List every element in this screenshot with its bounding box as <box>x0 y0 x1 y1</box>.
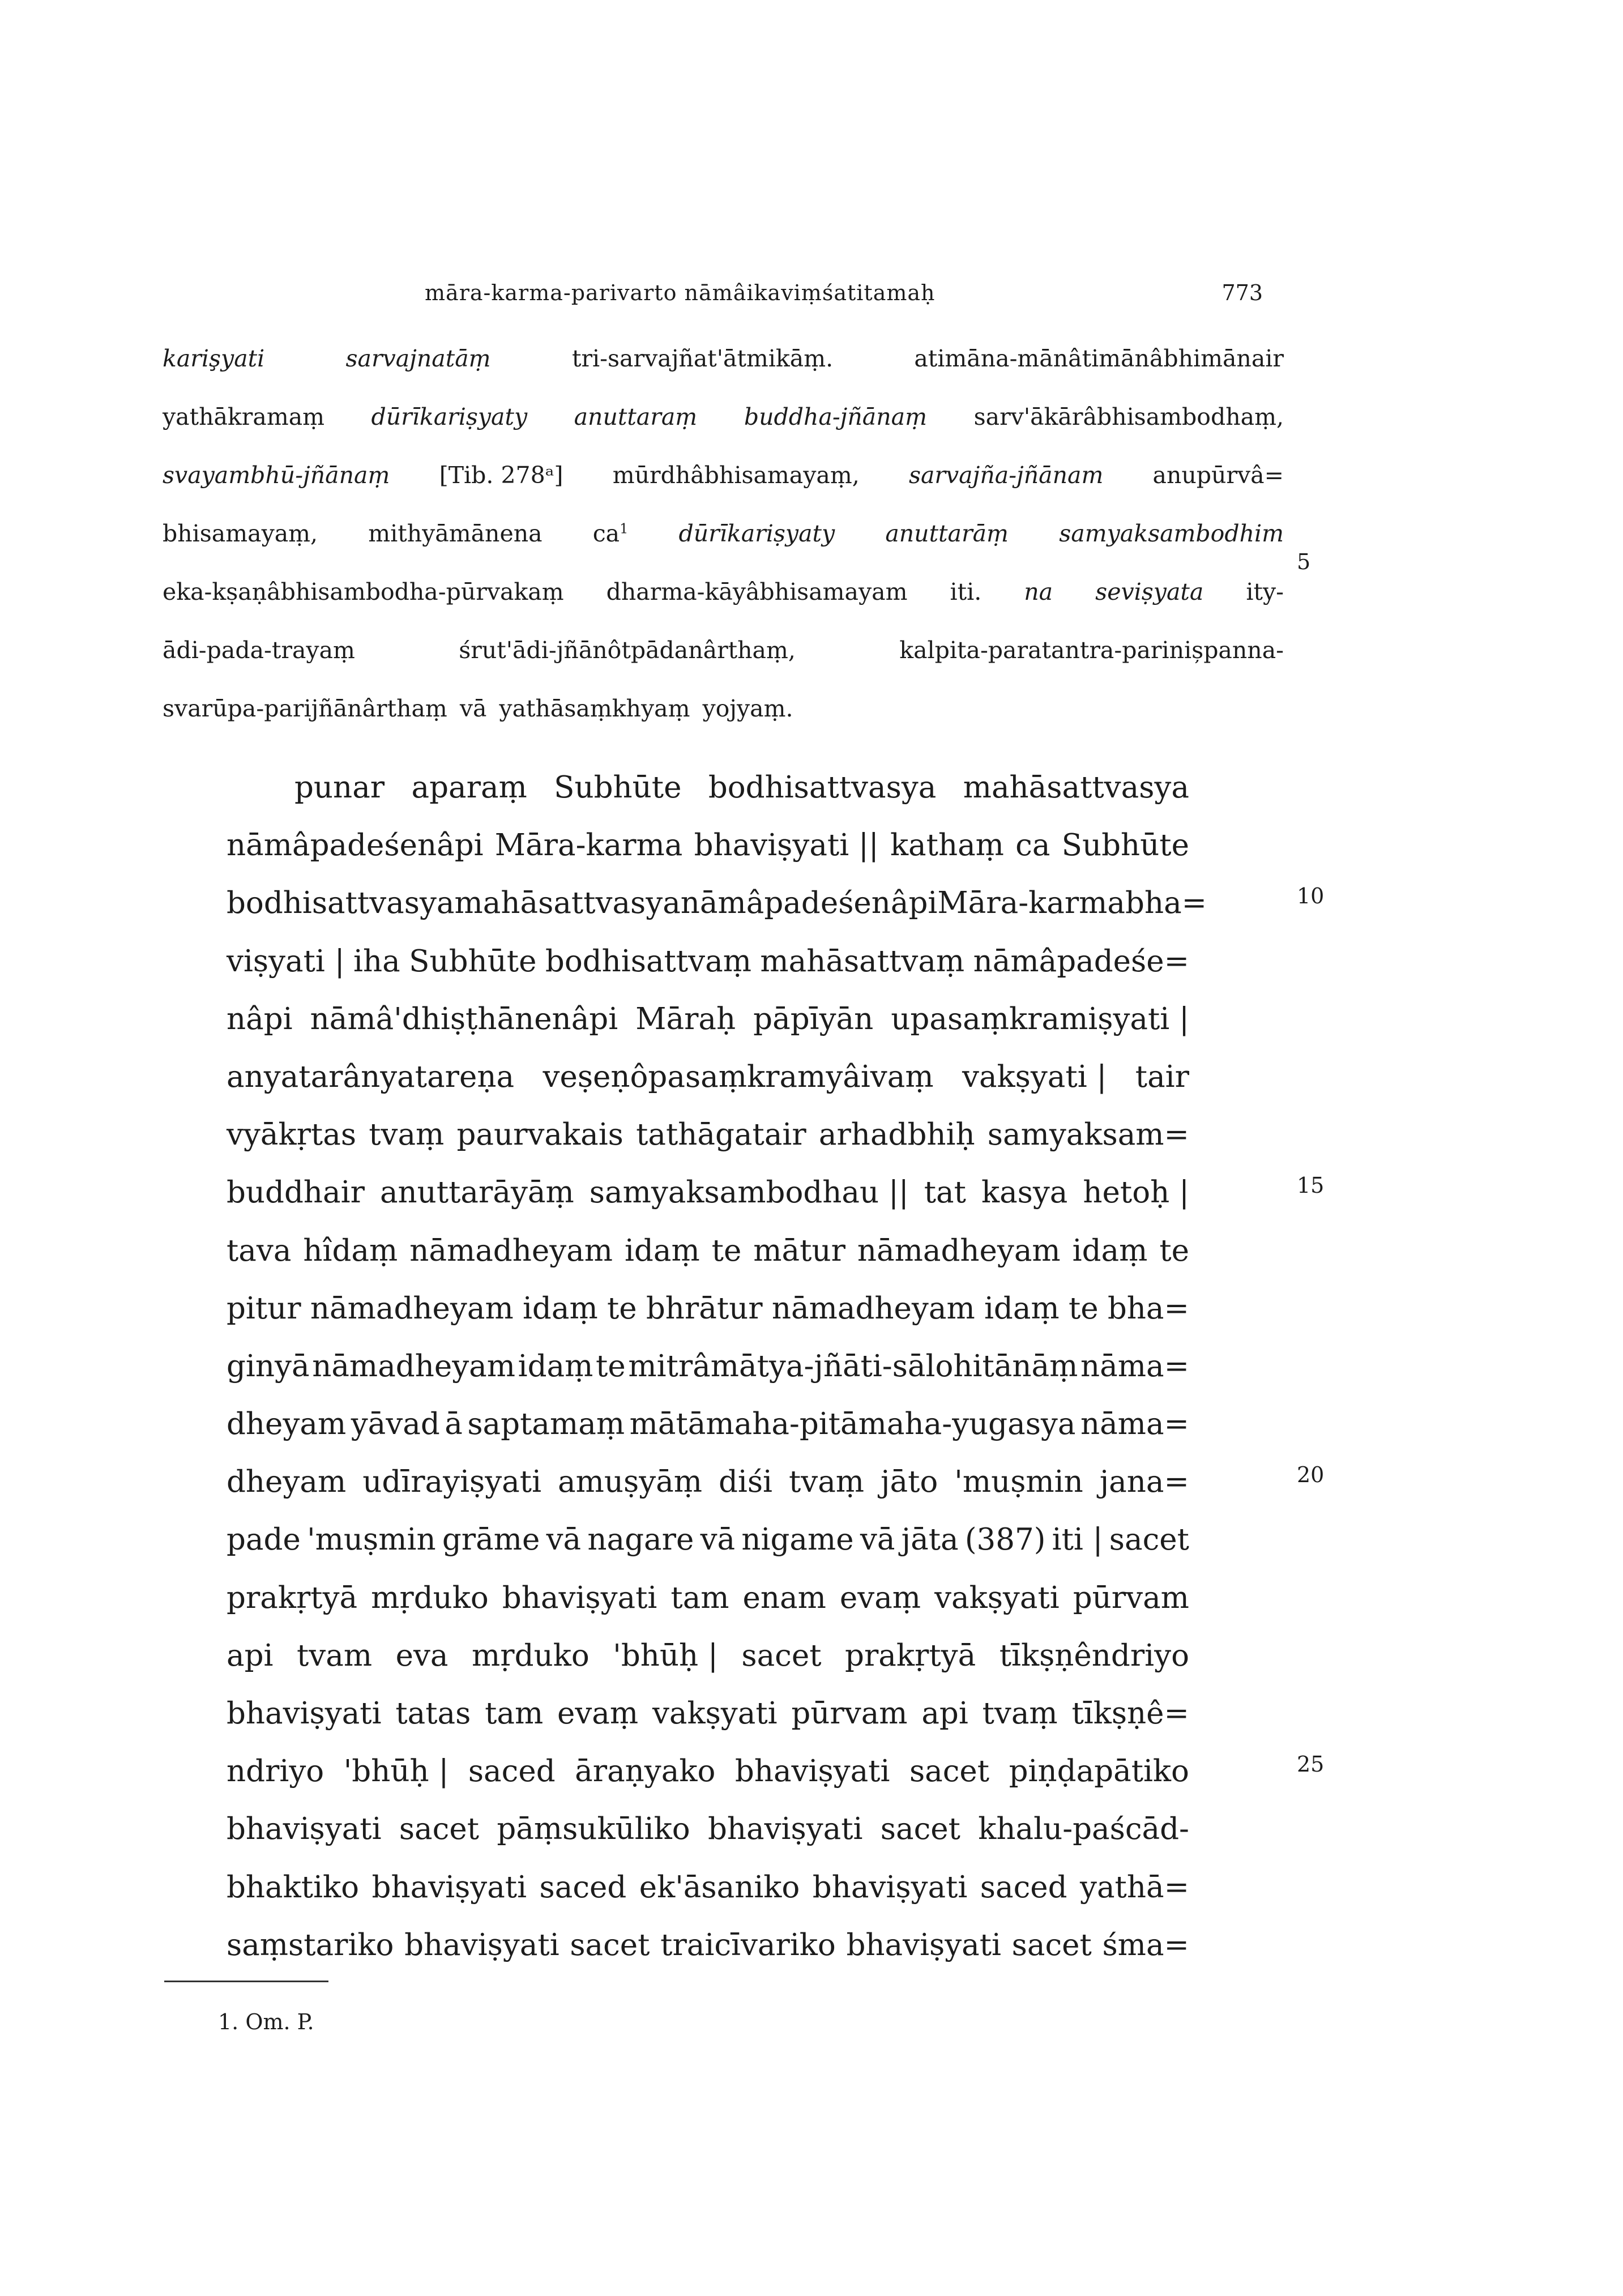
text-line <box>227 1917 1189 1974</box>
word: kasya <box>981 1175 1068 1210</box>
commentary-line <box>163 680 1284 738</box>
text-line <box>227 1627 1189 1685</box>
word: vakṣyati <box>652 1696 778 1731</box>
word: piṇḍapātiko <box>1009 1754 1189 1789</box>
word: dheyam <box>227 1407 347 1442</box>
word: tvaṃ <box>788 1465 865 1500</box>
word: jāto <box>881 1465 938 1500</box>
word: hetoḥ | <box>1083 1175 1189 1210</box>
word: tri-sarvajñat'ātmikāṃ. <box>571 345 834 372</box>
word: bhaviṣyati <box>404 1927 559 1962</box>
word: vā <box>459 695 487 722</box>
word: samyaksambodhau || <box>589 1175 909 1210</box>
word: Māra-karma <box>494 828 683 863</box>
word: bhaviṣyati <box>812 1870 968 1905</box>
word: jāta <box>901 1522 959 1557</box>
word: tam <box>485 1696 544 1731</box>
word: svayambhū-jñānaṃ <box>163 462 390 489</box>
line-number-15: 15 <box>1297 1173 1325 1198</box>
word: ity- <box>1246 578 1284 605</box>
word: api <box>921 1696 968 1731</box>
word: tvam <box>297 1638 373 1673</box>
text-line <box>227 1338 1189 1395</box>
word: vā <box>700 1522 736 1557</box>
word: atimāna-mānâtimānâbhimānair <box>914 345 1284 372</box>
text-line <box>227 933 1189 991</box>
word: amuṣyāṃ <box>558 1465 702 1500</box>
word: ādi-pada-trayaṃ <box>163 637 355 664</box>
word: bhaviṣyati || <box>694 828 879 863</box>
commentary-block <box>163 330 1284 738</box>
word: tīkṣṇêndriyo <box>999 1638 1189 1673</box>
word: pūrvam <box>1073 1580 1189 1615</box>
word: bhaviṣyati <box>371 1870 527 1905</box>
word: seviṣyata <box>1095 578 1204 605</box>
word: prakṛtyā <box>227 1580 358 1615</box>
word: nigame <box>741 1522 854 1557</box>
word: tvaṃ <box>982 1696 1058 1731</box>
word: dheyam <box>227 1465 347 1500</box>
footnote: 1. Om. P. <box>218 2009 314 2034</box>
word: bhaktiko <box>227 1870 360 1905</box>
page-number: 773 <box>1221 280 1263 305</box>
word: sacet <box>570 1927 650 1962</box>
word: idaṃ <box>624 1233 700 1268</box>
word: khalu-paścād- <box>978 1812 1189 1847</box>
word: tīkṣṇê= <box>1071 1696 1189 1731</box>
word: tam <box>670 1580 729 1615</box>
word: 'muṣmin <box>307 1522 436 1557</box>
word: [Tib. 278ᵃ] <box>439 462 563 489</box>
word: ca <box>1015 828 1050 863</box>
word: yāvad <box>351 1407 440 1442</box>
word: ginyā <box>227 1348 310 1384</box>
word: yojyaṃ. <box>702 695 793 722</box>
word: samyaksam= <box>987 1117 1189 1153</box>
word: prakṛtyā <box>845 1638 976 1673</box>
line-number-10: 10 <box>1297 884 1325 908</box>
word: idaṃ <box>1072 1233 1148 1268</box>
word: vakṣyati <box>934 1580 1060 1615</box>
word: iti. <box>950 578 982 605</box>
word: na <box>1024 578 1053 605</box>
word: te <box>596 1348 626 1384</box>
word: saced <box>539 1870 627 1905</box>
commentary-line <box>163 330 1284 388</box>
main-text-block <box>227 759 1207 1974</box>
text-line <box>227 991 1189 1048</box>
word: hîdaṃ <box>303 1233 398 1268</box>
word: samyaksambodhim <box>1059 520 1284 547</box>
commentary-line <box>163 446 1284 505</box>
word: api <box>227 1638 274 1673</box>
word: śma= <box>1102 1927 1189 1962</box>
word: nâpi <box>227 1001 293 1036</box>
word: paurvakais <box>456 1117 623 1153</box>
word: nāmadheyam <box>312 1348 516 1384</box>
word: nāmâpadeśenâpi <box>680 886 938 921</box>
word: iti | <box>1052 1522 1103 1557</box>
word: bhaviṣyati <box>846 1927 1002 1962</box>
word: saptamaṃ <box>467 1407 625 1442</box>
word: anyatarânyatareṇa <box>227 1059 515 1094</box>
word: bodhisattvasya <box>708 770 937 805</box>
word: vyākṛtas <box>227 1117 357 1153</box>
text-line <box>227 1800 1189 1858</box>
text-line <box>227 1859 1189 1917</box>
word: idaṃ <box>522 1291 598 1326</box>
word: pāpīyān <box>753 1001 874 1036</box>
word: saced <box>980 1870 1067 1905</box>
word: nāmadheyam <box>310 1291 514 1326</box>
word: viṣyati | <box>227 944 345 979</box>
word: sacet <box>1011 1927 1092 1962</box>
word: mahāsattvasya <box>454 886 681 921</box>
word: āraṇyako <box>575 1754 716 1789</box>
word: yathākramaṃ <box>163 403 325 430</box>
text-line <box>227 1280 1189 1338</box>
word: evaṃ <box>839 1580 921 1615</box>
commentary-line <box>163 621 1284 680</box>
word: sacet <box>909 1754 990 1789</box>
word: Māra-karma <box>937 886 1126 921</box>
word: kathaṃ <box>890 828 1004 863</box>
word: nāmâ'dhiṣṭhānenâpi <box>310 1001 618 1036</box>
word: bhrātur <box>646 1291 763 1326</box>
word: saced <box>468 1754 556 1789</box>
word: sarvajnatāṃ <box>345 345 491 372</box>
word: te <box>711 1233 742 1268</box>
word: yathā= <box>1080 1870 1189 1905</box>
word: nāma= <box>1080 1348 1189 1384</box>
word: anuttaraṃ <box>574 403 698 430</box>
word: arhadbhiḥ <box>818 1117 975 1153</box>
word: vakṣyati | <box>962 1059 1107 1094</box>
text-line <box>227 817 1189 874</box>
word: saṃstariko <box>227 1927 394 1962</box>
word: mṛduko <box>371 1580 489 1615</box>
word: nāmadheyam <box>409 1233 613 1268</box>
word: iha <box>353 944 400 979</box>
word: mitrâmātya-jñāti-sālohitānāṃ <box>628 1348 1078 1384</box>
word: diśi <box>718 1465 772 1500</box>
word: nāmadheyam <box>771 1291 975 1326</box>
word: mātur <box>753 1233 845 1268</box>
word: bhaviṣyati <box>734 1754 890 1789</box>
word: mūrdhâbhisamayaṃ, <box>612 462 860 489</box>
word: tatas <box>395 1696 471 1731</box>
text-line <box>227 759 1189 817</box>
word: punar <box>294 770 385 805</box>
word: grāme <box>442 1522 540 1557</box>
word: pade <box>227 1522 301 1557</box>
word: te <box>1159 1233 1189 1268</box>
word: upasaṃkramiṣyati | <box>891 1001 1189 1036</box>
word: tat <box>924 1175 966 1210</box>
footnote-rule <box>164 1981 328 1982</box>
word: sacet <box>1109 1522 1189 1557</box>
line-number-5: 5 <box>1297 549 1311 574</box>
word: dharma-kāyâbhisamayam <box>606 578 908 605</box>
text-line <box>227 874 1207 932</box>
text-line <box>227 1106 1189 1164</box>
commentary-line <box>163 388 1284 446</box>
word: bha= <box>1107 1291 1189 1326</box>
word: svarūpa-parijñānârthaṃ <box>163 695 447 722</box>
word: anupūrvâ= <box>1152 462 1284 489</box>
word: bhaviṣyati <box>707 1812 863 1847</box>
word: vā <box>860 1522 895 1557</box>
text-line <box>227 1222 1189 1280</box>
word: mahāsattvaṃ <box>760 944 965 979</box>
word: ek'āsaniko <box>639 1870 800 1905</box>
word: yathāsaṃkhyaṃ <box>499 695 690 722</box>
word: $ca^1$ <box>592 520 629 547</box>
word: bhaviṣyati <box>502 1580 657 1615</box>
text-line <box>227 1453 1189 1511</box>
text-line <box>227 1395 1189 1453</box>
word: eva <box>395 1638 449 1673</box>
word: bhaviṣyati <box>227 1812 382 1847</box>
running-header <box>164 280 1263 314</box>
line-number-25: 25 <box>1297 1752 1325 1777</box>
line-number-20: 20 <box>1297 1462 1325 1487</box>
word: pūrvam <box>791 1696 908 1731</box>
word: bha= <box>1125 886 1207 921</box>
word: bodhisattvasya <box>227 886 455 921</box>
word: mithyāmānena <box>368 520 543 547</box>
word: evaṃ <box>557 1696 639 1731</box>
word: vā <box>546 1522 582 1557</box>
word: mahāsattvasya <box>963 770 1189 805</box>
word: Subhūte <box>409 944 537 979</box>
word: ndriyo <box>227 1754 324 1789</box>
word: nāmâpadeśe= <box>973 944 1189 979</box>
word: idaṃ <box>518 1348 593 1384</box>
word: jana= <box>1099 1465 1189 1500</box>
word: Māraḥ <box>635 1001 736 1036</box>
word: eka-kṣaṇâbhisambodha-pūrvakaṃ <box>163 578 564 605</box>
word: te <box>607 1291 637 1326</box>
word: Subhūte <box>554 770 682 805</box>
word: mṛduko <box>472 1638 590 1673</box>
word: buddha-jñānaṃ <box>744 403 928 430</box>
word: kalpita-paratantra-parinișpanna- <box>899 637 1284 664</box>
word: sacet <box>741 1638 822 1673</box>
word: nagare <box>587 1522 694 1557</box>
word: enam <box>742 1580 826 1615</box>
text-line <box>227 1685 1189 1743</box>
word: anuttarāyāṃ <box>379 1175 574 1210</box>
word: nāmadheyam <box>857 1233 1061 1268</box>
word: nāmâpadeśenâpi <box>227 828 484 863</box>
text-line <box>227 1569 1189 1627</box>
word: nāma= <box>1080 1407 1189 1442</box>
word: sacet <box>399 1812 480 1847</box>
word: tava <box>227 1233 292 1268</box>
text-line <box>227 1743 1189 1800</box>
word: sarvajña-jñānam <box>908 462 1104 489</box>
word: sarv'ākārâbhisambodhaṃ, <box>973 403 1284 430</box>
word: anuttarāṃ <box>885 520 1009 547</box>
word: mātāmaha-pitāmaha-yugasya <box>629 1407 1076 1442</box>
word: dūrīkariṣyaty <box>371 403 528 430</box>
word: bodhisattvaṃ <box>545 944 751 979</box>
text-line <box>227 1048 1189 1106</box>
word: dūrīkariṣyaty <box>678 520 835 547</box>
word: sacet <box>880 1812 960 1847</box>
word: tathāgatair <box>636 1117 806 1153</box>
word: veṣeṇôpasaṃkramyâivaṃ <box>543 1059 934 1094</box>
running-title: māra-karma-parivarto nāmâikaviṃśatitamaḥ <box>425 280 936 305</box>
word: traicīvariko <box>660 1927 836 1962</box>
word: pāṃsukūliko <box>497 1812 690 1847</box>
word: tvaṃ <box>369 1117 445 1153</box>
word: tair <box>1135 1059 1189 1094</box>
word: pitur <box>227 1291 301 1326</box>
commentary-line <box>163 563 1284 621</box>
word: te <box>1068 1291 1099 1326</box>
commentary-line <box>163 505 1284 563</box>
word: bhaviṣyati <box>227 1696 382 1731</box>
text-line <box>227 1511 1189 1569</box>
text-line <box>227 1164 1189 1222</box>
word: śrut'ādi-jñānôtpādanârthaṃ, <box>459 637 796 664</box>
word: udīrayiṣyati <box>362 1465 542 1500</box>
word: Subhūte <box>1061 828 1189 863</box>
word: idaṃ <box>984 1291 1060 1326</box>
word: bhisamayaṃ, <box>163 520 318 547</box>
word: 'bhūḥ | <box>613 1638 718 1673</box>
word: 'bhūḥ | <box>343 1754 449 1789</box>
word: (387) <box>964 1522 1046 1557</box>
word: buddhair <box>227 1175 365 1210</box>
word: ā <box>445 1407 463 1442</box>
word: aparaṃ <box>411 770 527 805</box>
word: karişyati <box>163 345 265 372</box>
word: 'muṣmin <box>954 1465 1083 1500</box>
